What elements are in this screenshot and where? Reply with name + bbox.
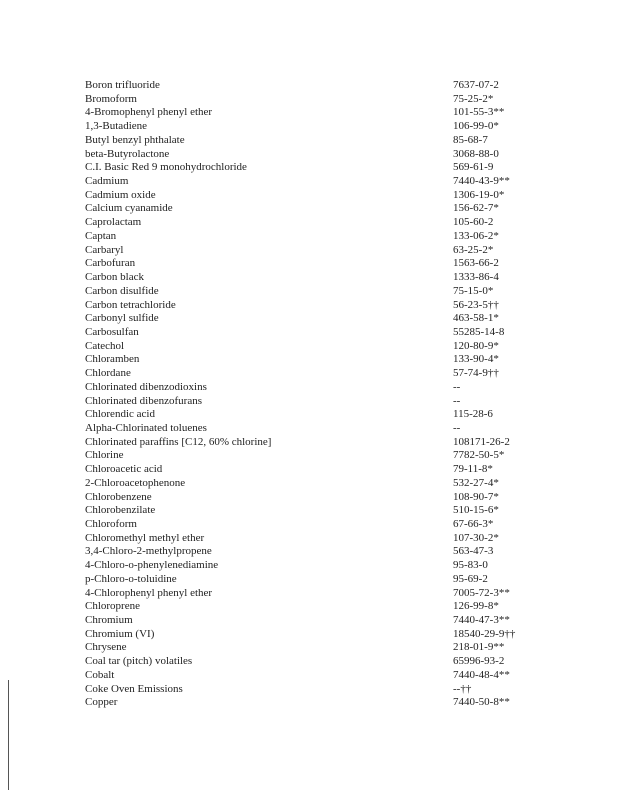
chemical-name: Chlorinated dibenzodioxins [85, 380, 207, 393]
table-row [85, 641, 545, 655]
table-row [85, 683, 545, 697]
table-row [85, 202, 545, 216]
cas-number: 7440-48-4** [453, 668, 510, 681]
chemical-name: Coal tar (pitch) volatiles [85, 655, 193, 668]
chemical-name: Captan [85, 229, 117, 242]
table-row [85, 491, 545, 505]
cas-number: 85-68-7 [453, 133, 488, 146]
chemical-name: 3,4-Chloro-2-methylpropene [85, 545, 212, 558]
table-row [85, 175, 545, 189]
cas-number: 95-83-0 [453, 559, 488, 572]
cas-number: -- [453, 380, 461, 393]
chemical-name: Chlorinated dibenzofurans [85, 394, 202, 407]
cas-number: 75-15-0* [453, 284, 494, 297]
table-row [85, 148, 545, 162]
cas-number: 67-66-3* [453, 518, 494, 530]
cas-number: 79-11-8* [453, 463, 493, 476]
table-row [85, 257, 545, 271]
table-row [85, 573, 545, 587]
table-row [85, 408, 545, 422]
cas-number: 101-55-3** [453, 106, 505, 119]
chemical-name: Chrysene [85, 641, 127, 654]
cas-number: 463-58-1* [453, 312, 499, 325]
cas-number: 107-30-2* [453, 531, 499, 544]
table-row [85, 504, 545, 518]
cas-number: 1306-19-0* [453, 188, 505, 201]
table-row [85, 326, 545, 340]
table-row [85, 367, 545, 381]
chemical-name: Chlorinated paraffins [C12, 60% chlorine] [85, 435, 272, 448]
chemical-name: Chloramben [85, 353, 140, 366]
chemical-name: Alpha-Chlorinated toluenes [85, 421, 207, 434]
table-row [85, 545, 545, 559]
chemical-name: Carbosulfan [85, 325, 139, 338]
cas-number: 3068-88-0 [453, 147, 499, 160]
chemical-name: Copper [85, 696, 118, 709]
table-row [85, 299, 545, 313]
table-row [85, 463, 545, 477]
chemical-name: 2-Chloroacetophenone [85, 476, 186, 489]
chemical-name: Butyl benzyl phthalate [85, 133, 185, 146]
table-row [85, 79, 545, 93]
chemical-name: Calcium cyanamide [85, 202, 173, 215]
cas-number: 133-90-4* [453, 353, 499, 366]
chemical-name: Chloroacetic acid [85, 463, 163, 476]
cas-number: 106-99-0* [453, 120, 499, 133]
chemical-name: Coke Oven Emissions [85, 682, 183, 695]
cas-number: -- [453, 421, 461, 434]
cas-number: 108171-26-2 [453, 435, 510, 448]
cas-number: --†† [453, 682, 472, 695]
chemical-name: Carbon disulfide [85, 284, 159, 297]
chemical-name: Carbonyl sulfide [85, 312, 159, 325]
cas-number: 532-27-4* [453, 476, 499, 489]
table-row [85, 559, 545, 573]
table-row [85, 230, 545, 244]
table-row [85, 449, 545, 463]
table-row [85, 587, 545, 601]
chemical-name: Catechol [85, 339, 125, 352]
chemical-name: 1,3-Butadiene [85, 120, 148, 133]
table-row [85, 395, 545, 409]
cas-number: 18540-29-9†† [453, 627, 516, 640]
cas-number: 133-06-2* [453, 229, 499, 242]
chemical-name: Chromium [85, 614, 133, 627]
table-row [85, 189, 545, 203]
chemical-name: beta-Butyrolactone [85, 147, 170, 160]
chemical-name: Chlorobenzene [85, 490, 152, 503]
left-margin-rule [8, 680, 9, 790]
table-row [85, 614, 545, 628]
table-row [85, 669, 545, 683]
chemical-name: Chlorine [85, 449, 124, 462]
chemical-name: Chloroform [85, 518, 137, 530]
table-row [85, 518, 545, 532]
chemical-name: Chromium (VI) [85, 627, 155, 640]
cas-number: 563-47-3 [453, 545, 494, 558]
table-row [85, 285, 545, 299]
chemical-name: Chlorendic acid [85, 408, 155, 421]
cas-number: 1333-86-4 [453, 271, 499, 284]
cas-number: 7637-07-2 [453, 79, 499, 91]
cas-number: 115-28-6 [453, 408, 493, 421]
cas-number: 126-99-8* [453, 600, 499, 613]
cas-number: 95-69-2 [453, 572, 488, 585]
chemical-name: Carbaryl [85, 243, 124, 256]
cas-number: 75-25-2* [453, 92, 494, 105]
table-row [85, 477, 545, 491]
cas-number: 7782-50-5* [453, 449, 505, 462]
table-row [85, 93, 545, 107]
cas-number: 7440-50-8** [453, 696, 510, 709]
table-row [85, 436, 545, 450]
cas-number: -- [453, 394, 461, 407]
cas-number: 65996-93-2 [453, 655, 505, 668]
table-row [85, 600, 545, 614]
chemical-name: 4-Bromophenyl phenyl ether [85, 106, 213, 119]
chemical-name: Boron trifluoride [85, 79, 160, 91]
table-row [85, 628, 545, 642]
cas-number: 7440-47-3** [453, 614, 510, 627]
cas-number: 56-23-5†† [453, 298, 499, 311]
table-row [85, 120, 545, 134]
chemical-name: Chlordane [85, 367, 131, 380]
chemical-name: Chloromethyl methyl ether [85, 531, 205, 544]
cas-number: 510-15-6* [453, 504, 499, 517]
chemical-name: Chloroprene [85, 600, 140, 613]
cas-number: 7005-72-3** [453, 586, 510, 599]
table-row [85, 271, 545, 285]
cas-number: 218-01-9** [453, 641, 505, 654]
table-row [85, 216, 545, 230]
chemical-name: Carbofuran [85, 257, 136, 270]
chemical-name: 4-Chloro-o-phenylenediamine [85, 559, 219, 572]
cas-number: 57-74-9†† [453, 367, 499, 380]
chemical-name: Cobalt [85, 668, 115, 681]
cas-number: 105-60-2 [453, 216, 494, 229]
chemical-name: Caprolactam [85, 216, 142, 229]
table-row [85, 161, 545, 175]
chemical-name: Carbon black [85, 271, 144, 284]
chemical-name: 4-Chlorophenyl phenyl ether [85, 586, 213, 599]
cas-number: 156-62-7* [453, 202, 499, 215]
cas-number: 55285-14-8 [453, 325, 505, 338]
chemical-name: p-Chloro-o-toluidine [85, 572, 177, 585]
chemical-name: Chlorobenzilate [85, 504, 156, 517]
chemical-name: Cadmium oxide [85, 188, 156, 201]
cas-number: 7440-43-9** [453, 175, 510, 188]
cas-number: 63-25-2* [453, 243, 494, 256]
cas-number: 1563-66-2 [453, 257, 499, 270]
cas-number: 569-61-9 [453, 161, 494, 174]
table-row [85, 532, 545, 546]
chemical-name: Carbon tetrachloride [85, 298, 176, 311]
table-row [85, 106, 545, 120]
cas-number: 108-90-7* [453, 490, 499, 503]
table-row [85, 312, 545, 326]
cas-number: 120-80-9* [453, 339, 499, 352]
table-row [85, 422, 545, 436]
table-row [85, 381, 545, 395]
table-row [85, 340, 545, 354]
table-row [85, 655, 545, 669]
chemical-name: Cadmium [85, 175, 129, 188]
chemical-name: Bromoform [85, 92, 137, 105]
table-row [85, 134, 545, 148]
table-row [85, 353, 545, 367]
chemical-name: C.I. Basic Red 9 monohydrochloride [85, 161, 247, 174]
table-row [85, 244, 545, 258]
table-row [85, 696, 545, 710]
chemical-list-table [85, 79, 545, 710]
